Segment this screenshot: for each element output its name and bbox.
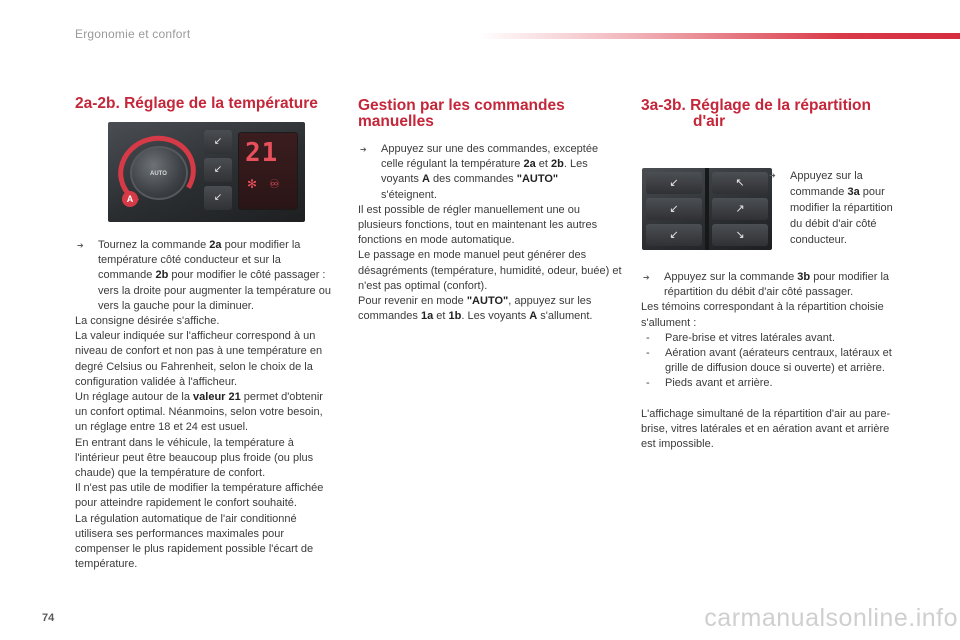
indicator-a-badge: A: [122, 191, 138, 207]
paragraph: La consigne désirée s'affiche.: [75, 315, 220, 328]
display-digits: 21: [245, 138, 279, 168]
paragraph: Le passage en mode manuel peut générer des désagréments (température, humidité, odeur, buée) et n'est pas optimal (confort).: [358, 249, 622, 292]
header-accent-bar: [478, 33, 960, 39]
heading-manual: Gestion par les commandes manuelles: [358, 97, 565, 130]
instruction-bullet: ➔ Appuyez sur une des commandes, exceptée celle régulant la température 2a et 2b. Les voyants A des commandes "AUTO" s'éteignent.: [358, 142, 622, 203]
heading-temperature: 2a-2b. Réglage de la température: [75, 95, 318, 112]
paragraph: En entrant dans le véhicule, la température à l'intérieur peut être beaucoup plus froide (ou plus chaude) que la température de confort.: [75, 436, 314, 480]
column-distribution: [641, 98, 903, 452]
column-manual: [358, 98, 622, 324]
paragraph: Il est possible de régler manuellement une ou plusieurs fonctions, tout en maintenant les autres fonctions en mode automatique.: [358, 203, 598, 247]
paragraph: La valeur indiquée sur l'afficheur correspond à un niveau de confort et non pas à une température en degré Celsius ou Fahrenheit, selon le choix de la configuration validée à l'afficheur.: [75, 330, 323, 388]
airflow-buttons: [204, 130, 232, 214]
paragraph: Pour revenir en mode "AUTO", appuyez sur les commandes 1a et 1b. Les voyants A s'allument.: [358, 295, 593, 323]
airflow-button-icon: ↙: [646, 198, 702, 220]
fan-icon: ✻: [247, 177, 258, 191]
watermark: carmanualsonline.info: [704, 604, 958, 632]
list-item: - Pare-brise et vitres latérales avant.: [646, 331, 835, 344]
recirculation-icon: ♾: [269, 177, 280, 191]
airflow-button-icon: ↙: [204, 130, 232, 154]
paragraph: L'affichage simultané de la répartition d'air au pare-brise, vitres latérales et en aération avant et arrière est impossible.: [641, 407, 891, 451]
section-title: Ergonomie et confort: [75, 27, 191, 41]
list-item: - Pieds avant et arrière.: [646, 377, 773, 390]
paragraph: Les témoins correspondant à la répartition choisie s'allument :: [641, 301, 884, 329]
instruction-bullet: ➔ Tournez la commande 2a pour modifier la température côté conducteur et sur la commande 2b pour modifier le côté passager : vers la droite pour augmenter la température ou vers la gauche pour la diminuer.: [75, 238, 337, 314]
paragraph: Il n'est pas utile de modifier la température affichée pour atteindre rapidement le confort souhaité.: [75, 482, 324, 510]
airflow-button-icon: ↖: [712, 172, 768, 194]
heading-distribution: 3a-3b. Réglage de la répartition d'air: [641, 97, 871, 130]
instruction-bullet: ➔ Appuyez sur la commande 3a pour modifier la répartition du débit d'air côté conducteur.: [767, 168, 903, 248]
airflow-button-icon: ↙: [646, 172, 702, 194]
distribution-control-image: [642, 168, 772, 250]
airflow-button-icon: ↙: [204, 186, 232, 210]
airflow-button-icon: ↘: [712, 224, 768, 246]
airflow-button-icon: ↙: [646, 224, 702, 246]
paragraph: La régulation automatique de l'air conditionné utilisera ses performances maximales pour compenser le plus rapidement possible l'écart de température.: [75, 512, 314, 571]
airflow-button-icon: ↙: [204, 158, 232, 182]
airflow-button-icon: ↗: [712, 198, 768, 220]
list-item: - Aération avant (aérateurs centraux, latéraux et grille de diffusion douce si ouverte) et arrière.: [646, 347, 892, 375]
knob-label: AUTO: [150, 171, 167, 177]
instruction-bullet: ➔ Appuyez sur la commande 3b pour modifier la répartition du débit d'air côté passager.: [641, 270, 903, 300]
paragraph: Un réglage autour de la valeur 21 permet d'obtenir un confort optimal. Néanmoins, selon votre besoin, un réglage entre 18 et 24 est usuel.: [75, 391, 323, 434]
temperature-control-image: [108, 122, 305, 222]
page-number: 74: [42, 612, 55, 624]
temperature-display: [238, 132, 298, 210]
column-temperature: [75, 96, 337, 572]
